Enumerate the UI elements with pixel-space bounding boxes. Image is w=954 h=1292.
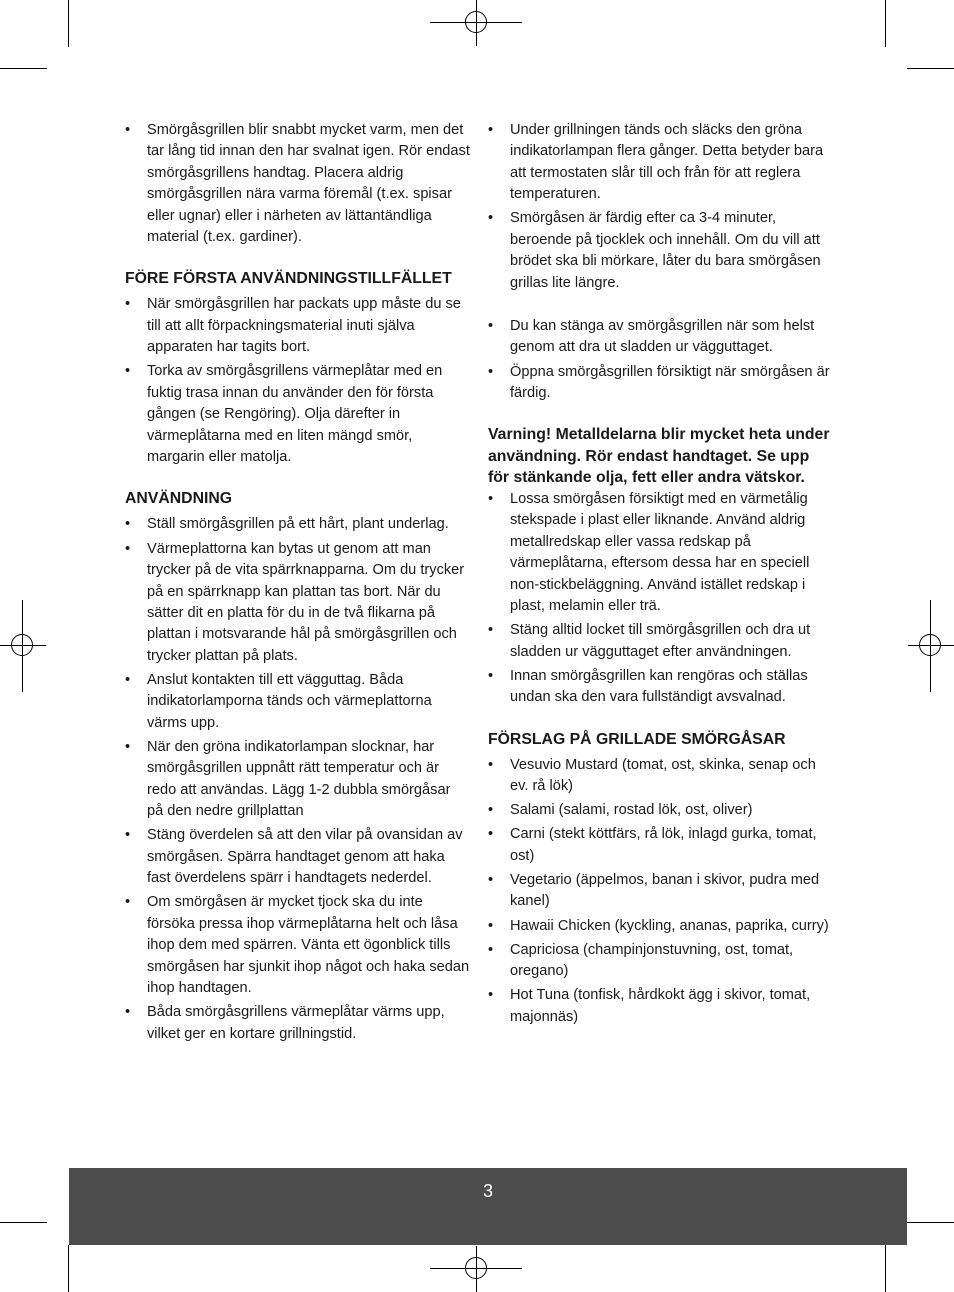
crop-mark [907, 68, 954, 69]
list-item: • Öppna smörgåsgrillen försiktigt när smörgåsen är färdig. [488, 362, 833, 405]
footer-bar [69, 1168, 907, 1245]
list-item: • Vesuvio Mustard (tomat, ost, skinka, senap och ev. rå lök) [488, 755, 833, 798]
crop-mark [885, 0, 886, 47]
crop-mark [885, 1245, 886, 1292]
list-item: • Capriciosa (champinjonstuvning, ost, tomat, oregano) [488, 940, 833, 983]
list-item: • Stäng alltid locket till smörgåsgrillen och dra ut sladden ur vägguttaget efter användningen. [488, 620, 833, 663]
usage-list [125, 514, 470, 1045]
list-item: • Båda smörgåsgrillens värmeplåtar värms upp, vilket ger en kortare grillningstid. [125, 1002, 470, 1045]
list-item: • När den gröna indikatorlampan slocknar, har smörgåsgrillen uppnått rätt temperatur och är redo att användas. Lägg 1-2 dubbla smörgåsar på den nedre grillplattan [125, 737, 470, 823]
list-item: • Lossa smörgåsen försiktigt med en värmetålig stekspade i plast eller liknande. Använd aldrig metallredskap eller vassa redskap på värmeplåtarna, eftersom dessa har en speciell non-stickbeläggning. Använd istället redskap i plast, melamin eller trä. [488, 489, 833, 617]
list-item: • Torka av smörgåsgrillens värmeplåtar med en fuktig trasa innan du använder den för första gången (se Rengöring). Olja därefter in värmeplåtarna med en liten mängd smör, margarin eller matolja. [125, 361, 470, 468]
list-item: • Värmeplattorna kan bytas ut genom att man trycker på de vita spärrknapparna. Om du trycker på en spärrknapp kan plattan tas bort. När du sätter dit en platta för du in de två flikarna på plattan i motsvarande hål på smörgåsgrillen och trycker plattan på plats. [125, 539, 470, 667]
warning-text: Varning! Metalldelarna blir mycket heta under användning. Rör endast handtaget. Se upp för stänkande olja, fett eller andra vätskor. [488, 426, 830, 487]
section-title-usage: ANVÄNDNING [125, 490, 233, 508]
finish-list [488, 316, 833, 404]
intro-list [125, 120, 470, 248]
list-item: • Anslut kontakten till ett vägguttag. Båda indikatorlamporna tänds och värmeplattorna värms upp. [125, 670, 470, 734]
suggestions-list [488, 755, 833, 1029]
left-column [125, 120, 470, 1048]
section-title-before-first-use: FÖRE FÖRSTA ANVÄNDNINGSTILLFÄLLET [125, 270, 452, 288]
list-item: • Hot Tuna (tonfisk, hårdkokt ägg i skivor, tomat, majonnäs) [488, 985, 833, 1028]
list-item: • Stäng överdelen så att den vilar på ovansidan av smörgåsen. Spärra handtaget genom att haka fast överdelens spärr i handtagets nederdel. [125, 825, 470, 889]
list-item: • Om smörgåsen är mycket tjock ska du inte försöka pressa ihop värmeplåtarna helt och låsa ihop dem med spärren. Vänta ett ögonblick tills smörgåsen har sjunkit ihop något och haka sedan ihop handtagen. [125, 892, 470, 999]
list-item: • Salami (salami, rostad lök, ost, oliver) [488, 800, 833, 821]
right-column [488, 120, 833, 1031]
list-item: • Smörgåsen är färdig efter ca 3-4 minuter, beroende på tjocklek och innehåll. Om du vill att brödet ska bli mörkare, låter du bara smörgåsen grillas lite längre. [488, 208, 833, 294]
crop-mark [907, 1222, 954, 1223]
section-title-suggestions: FÖRSLAG PÅ GRILLADE SMÖRGÅSAR [488, 730, 786, 748]
list-item: • Smörgåsgrillen blir snabbt mycket varm, men det tar lång tid innan den har svalnat igen. Rör endast smörgåsgrillens handtag. Placera aldrig smörgåsgrillen nära varma föremål (t.ex. spisar eller ugnar) eller i närheten av lättantändliga material (t.ex. gardiner). [125, 120, 470, 248]
list-item: • Innan smörgåsgrillen kan rengöras och ställas undan ska den vara fullständigt avsvalnad. [488, 666, 833, 709]
page-number: 3 [482, 1181, 493, 1201]
list-item: • Ställ smörgåsgrillen på ett hårt, plant underlag. [125, 514, 470, 535]
list-item: • Carni (stekt köttfärs, rå lök, inlagd gurka, tomat, ost) [488, 824, 833, 867]
list-item: • Under grillningen tänds och släcks den gröna indikatorlampan flera gånger. Detta betyder bara att termostaten slår till och från för att reglera temperaturen. [488, 120, 833, 206]
list-item: • Du kan stänga av smörgåsgrillen när som helst genom att dra ut sladden ur vägguttaget. [488, 316, 833, 359]
before-first-use-list [125, 294, 470, 468]
warning-list [488, 489, 833, 709]
list-item: • När smörgåsgrillen har packats upp måste du se till att allt förpackningsmaterial inuti själva apparaten har tagits bort. [125, 294, 470, 358]
crop-mark [68, 1245, 69, 1292]
crop-mark [68, 0, 69, 47]
list-item: • Vegetario (äppelmos, banan i skivor, pudra med kanel) [488, 870, 833, 913]
crop-mark [0, 68, 47, 69]
crop-mark [0, 1222, 47, 1223]
list-item: • Hawaii Chicken (kyckling, ananas, paprika, curry) [488, 916, 833, 937]
grilling-list [488, 120, 833, 294]
